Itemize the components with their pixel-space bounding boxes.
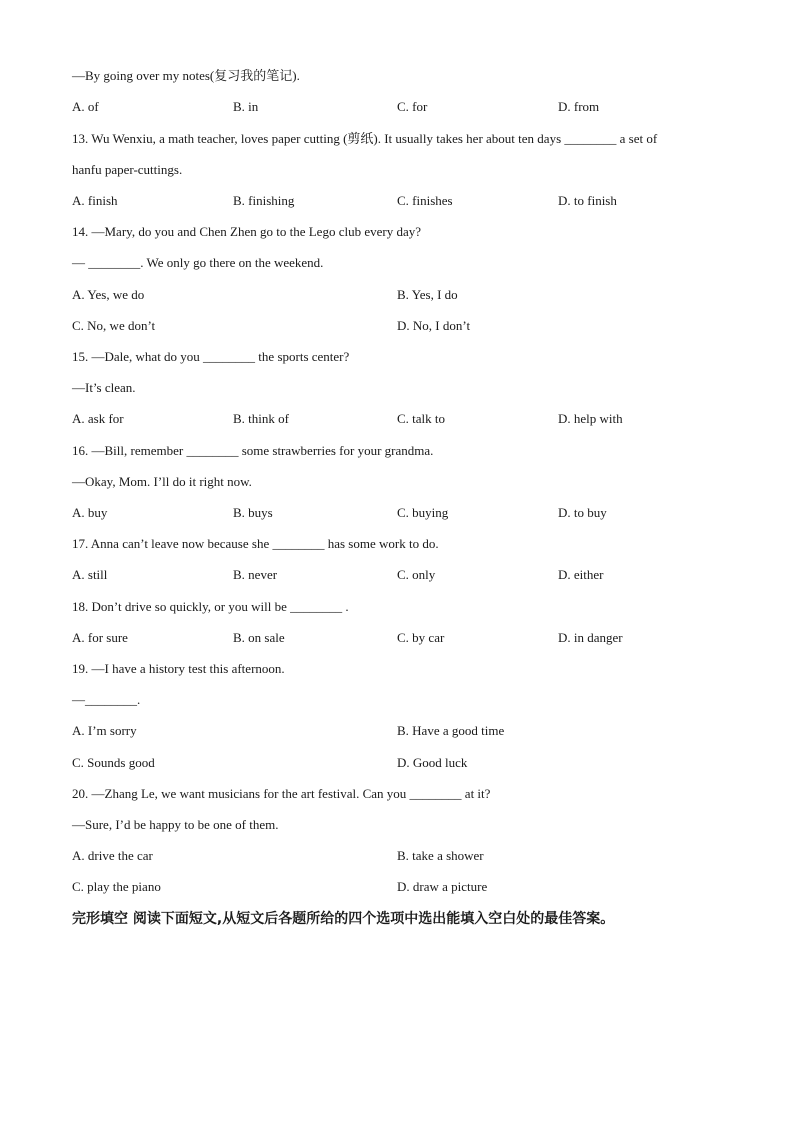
option-d: D. from (558, 99, 600, 114)
option-a: A. buy (72, 505, 108, 520)
question-line: 17. Anna can’t leave now because she ________ has some work to do. (72, 536, 439, 551)
option-a: A. I’m sorry (72, 723, 137, 738)
question-line: 13. Wu Wenxiu, a math teacher, loves paper cutting (剪纸). It usually takes her about ten days ________ a set of (72, 131, 658, 146)
option-b: B. finishing (233, 193, 295, 208)
option-a: A. finish (72, 193, 118, 208)
option-c: C. finishes (397, 193, 453, 208)
option-b: B. never (233, 567, 278, 582)
question-line: —Sure, I’d be happy to be one of them. (72, 817, 279, 832)
question-line: —By going over my notes(复习我的笔记). (72, 68, 300, 83)
option-a: A. for sure (72, 630, 128, 645)
option-d: D. No, I don’t (397, 318, 471, 333)
option-d: D. help with (558, 411, 623, 426)
option-b: B. Have a good time (397, 723, 505, 738)
question-line: — ________. We only go there on the weekend. (72, 255, 324, 270)
option-b: B. buys (233, 505, 273, 520)
option-c: C. only (397, 567, 436, 582)
question-line: 18. Don’t drive so quickly, or you will be ________ . (72, 599, 349, 614)
question-line: 14. —Mary, do you and Chen Zhen go to the Lego club every day? (72, 224, 421, 239)
option-a: A. Yes, we do (72, 287, 145, 302)
option-c: C. No, we don’t (72, 318, 156, 333)
question-line: 20. —Zhang Le, we want musicians for the art festival. Can you ________ at it? (72, 786, 491, 801)
option-a: A. of (72, 99, 99, 114)
option-b: B. on sale (233, 630, 285, 645)
option-b: B. think of (233, 411, 289, 426)
option-a: A. ask for (72, 411, 124, 426)
option-c: C. Sounds good (72, 755, 155, 770)
option-d: D. either (558, 567, 604, 582)
option-c: C. buying (397, 505, 449, 520)
question-line: —Okay, Mom. I’ll do it right now. (72, 474, 252, 489)
question-line: —It’s clean. (72, 380, 136, 395)
question-line: —________. (72, 692, 141, 707)
option-c: C. for (397, 99, 428, 114)
option-a: A. still (72, 567, 108, 582)
option-c: C. play the piano (72, 879, 161, 894)
question-line: 15. —Dale, what do you ________ the sports center? (72, 349, 350, 364)
option-b: B. Yes, I do (397, 287, 458, 302)
question-line: 16. —Bill, remember ________ some strawberries for your grandma. (72, 443, 434, 458)
section-heading: 完形填空 阅读下面短文,从短文后各题所给的四个选项中选出能填入空白处的最佳答案。 (72, 911, 615, 927)
question-line: 19. —I have a history test this afternoon. (72, 661, 285, 676)
option-b: B. take a shower (397, 848, 484, 863)
option-d: D. in danger (558, 630, 623, 645)
option-d: D. to finish (558, 193, 617, 208)
option-d: D. draw a picture (397, 879, 488, 894)
option-a: A. drive the car (72, 848, 153, 863)
question-line: hanfu paper-cuttings. (72, 162, 183, 177)
option-c: C. by car (397, 630, 445, 645)
option-b: B. in (233, 99, 259, 114)
option-d: D. Good luck (397, 755, 468, 770)
option-d: D. to buy (558, 505, 607, 520)
option-c: C. talk to (397, 411, 446, 426)
